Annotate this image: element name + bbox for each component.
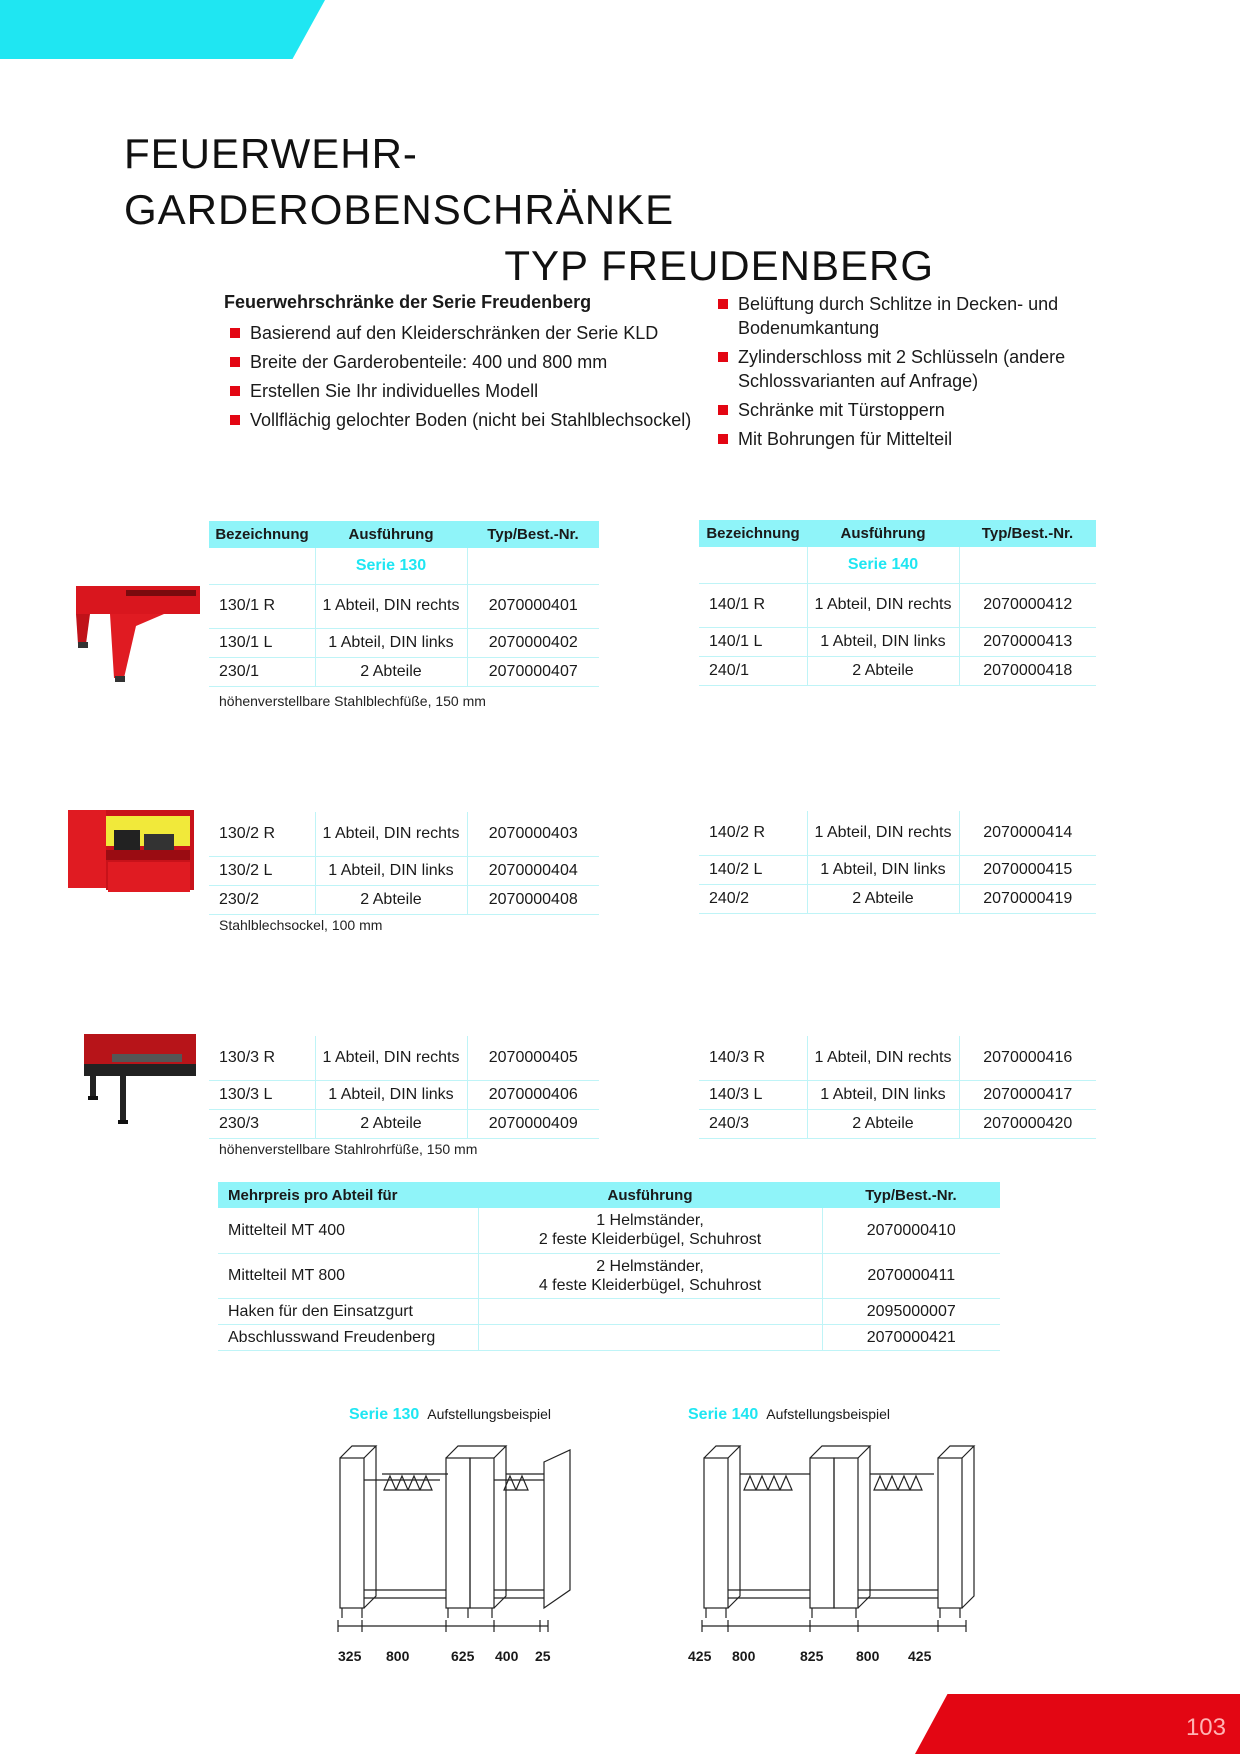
table-row — [699, 583, 1096, 627]
col-header-name: Bezeichnung — [699, 520, 807, 547]
col-header-name: Bezeichnung — [209, 521, 315, 548]
dim-value: 800 — [856, 1648, 880, 1664]
cell-name: 140/3 L — [699, 1080, 807, 1109]
cell-variant: 1 Abteil, DIN links — [807, 627, 959, 656]
intro-right — [712, 292, 1112, 456]
bullet: Mit Bohrungen für Mittelteil — [712, 427, 1112, 451]
cell-variant: 2 Abteile — [315, 885, 467, 914]
bullet: Breite der Garderobenteile: 400 und 800 mm — [224, 350, 694, 374]
intro-left — [224, 292, 694, 437]
bullet: Basierend auf den Kleiderschränken der Serie KLD — [224, 321, 694, 345]
corner-decoration-top — [0, 0, 325, 59]
cell-code: 2070000408 — [467, 885, 599, 914]
dim-value: 400 — [495, 1648, 519, 1664]
col-header-code: Typ/Best.-Nr. — [467, 521, 599, 548]
bullet: Schränke mit Türstoppern — [712, 398, 1112, 422]
serie130-table-3 — [209, 1036, 599, 1139]
cell-name: 130/3 R — [209, 1036, 315, 1080]
cell-name: 230/3 — [209, 1109, 315, 1138]
table-row — [209, 885, 599, 914]
table-row — [209, 584, 599, 628]
cell-variant: 2 Abteile — [807, 884, 959, 913]
cell-item: Abschlusswand Freudenberg — [218, 1324, 478, 1350]
example-label-130 — [349, 1406, 551, 1424]
cell-name: 130/3 L — [209, 1080, 315, 1109]
table-row — [699, 811, 1096, 855]
dim-value: 25 — [535, 1648, 551, 1664]
col-header-code: Typ/Best.-Nr. — [959, 520, 1096, 547]
table-row — [218, 1324, 1000, 1350]
table-row — [699, 884, 1096, 913]
table-row — [699, 855, 1096, 884]
table-row — [209, 1109, 599, 1138]
page-title — [124, 126, 934, 294]
cell-variant: 2 Abteile — [315, 657, 467, 686]
title-line-1: FEUERWEHR-GARDEROBENSCHRÄNKE — [124, 130, 675, 233]
cell-code: 2070000405 — [467, 1036, 599, 1080]
table-row — [218, 1298, 1000, 1324]
serie130-table-1 — [209, 521, 599, 687]
example-serie: Serie 140 — [688, 1406, 759, 1423]
cell-code: 2070000413 — [959, 627, 1096, 656]
table-row — [699, 1036, 1096, 1080]
intro-bullets-right — [712, 292, 1112, 451]
serie140-table-1 — [699, 520, 1096, 686]
cell-variant: 1 Abteil, DIN rechts — [315, 812, 467, 856]
note-tube-feet: höhenverstellbare Stahlrohrfüße, 150 mm — [219, 1141, 478, 1157]
table-row — [699, 1109, 1096, 1138]
cell-code: 2070000421 — [822, 1324, 1000, 1350]
cell-variant: 1 Abteil, DIN rechts — [807, 583, 959, 627]
serie-label: Serie 140 — [807, 547, 959, 583]
cell-variant: 1 Abteil, DIN links — [807, 855, 959, 884]
dim-value: 325 — [338, 1648, 362, 1664]
cell-variant: 1 Abteil, DIN links — [315, 628, 467, 657]
layout-drawing-130 — [330, 1440, 580, 1650]
table-row — [218, 1253, 1000, 1298]
cell-variant: 1 Abteil, DIN rechts — [315, 1036, 467, 1080]
table-row — [209, 657, 599, 686]
cell-code: 2070000418 — [959, 656, 1096, 685]
cell-code: 2070000406 — [467, 1080, 599, 1109]
dim-value: 425 — [688, 1648, 712, 1664]
serie140-table-3 — [699, 1036, 1096, 1139]
dim-value: 625 — [451, 1648, 475, 1664]
table-row — [218, 1208, 1000, 1253]
cell-code: 2070000410 — [822, 1208, 1000, 1253]
intro-heading: Feuerwehrschränke der Serie Freudenberg — [224, 292, 592, 312]
cell-variant: 1 Abteil, DIN links — [315, 856, 467, 885]
cell-name: 140/1 R — [699, 583, 807, 627]
cell-variant: 1 Abteil, DIN links — [315, 1080, 467, 1109]
title-line-2: TYP FREUDENBERG — [504, 242, 934, 289]
cell-name: 140/1 L — [699, 627, 807, 656]
cell-code: 2070000412 — [959, 583, 1096, 627]
cell-name: 130/1 L — [209, 628, 315, 657]
table-row — [699, 1080, 1096, 1109]
cell-code: 2070000414 — [959, 811, 1096, 855]
dim-value: 800 — [732, 1648, 756, 1664]
cell-name: 240/2 — [699, 884, 807, 913]
cell-name: 130/1 R — [209, 584, 315, 628]
extras-header-code: Typ/Best.-Nr. — [822, 1182, 1000, 1208]
cell-variant: 2 Helmständer, 4 feste Kleiderbügel, Schuhrost — [478, 1253, 822, 1298]
cell-variant: 2 Abteile — [807, 1109, 959, 1138]
dim-value: 825 — [800, 1648, 824, 1664]
bullet: Belüftung durch Schlitze in Decken- und Bodenumkantung — [712, 292, 1112, 340]
cell-name: 130/2 R — [209, 812, 315, 856]
cell-variant: 1 Abteil, DIN rechts — [807, 811, 959, 855]
layout-drawing-140 — [694, 1440, 994, 1650]
col-header-variant: Ausführung — [807, 520, 959, 547]
table-row — [209, 812, 599, 856]
cell-variant: 1 Abteil, DIN rechts — [315, 584, 467, 628]
example-serie: Serie 130 — [349, 1406, 420, 1423]
cell-name: 140/2 R — [699, 811, 807, 855]
example-label-140 — [688, 1406, 890, 1424]
cabinet-base-photo — [68, 810, 196, 896]
cell-code: 2070000411 — [822, 1253, 1000, 1298]
extras-header-variant: Ausführung — [478, 1182, 822, 1208]
cell-name: 240/1 — [699, 656, 807, 685]
cell-name: 140/3 R — [699, 1036, 807, 1080]
table-row — [209, 856, 599, 885]
cell-variant: 2 Abteile — [315, 1109, 467, 1138]
cell-item: Mittelteil MT 400 — [218, 1208, 478, 1253]
cell-code: 2070000409 — [467, 1109, 599, 1138]
cell-code: 2070000415 — [959, 855, 1096, 884]
cell-name: 230/2 — [209, 885, 315, 914]
bullet: Erstellen Sie Ihr individuelles Modell — [224, 379, 694, 403]
bullet: Vollflächig gelochter Boden (nicht bei Stahlblechsockel) — [224, 408, 694, 432]
extras-header-item: Mehrpreis pro Abteil für — [218, 1182, 478, 1208]
cell-name: 130/2 L — [209, 856, 315, 885]
cabinet-feet-photo — [76, 586, 200, 686]
cell-code: 2070000403 — [467, 812, 599, 856]
cell-item: Haken für den Einsatzgurt — [218, 1298, 478, 1324]
dim-value: 800 — [386, 1648, 410, 1664]
table-row — [699, 656, 1096, 685]
cell-variant: 1 Abteil, DIN links — [807, 1080, 959, 1109]
cell-name: 240/3 — [699, 1109, 807, 1138]
example-caption: Aufstellungsbeispiel — [427, 1406, 552, 1422]
serie-label: Serie 130 — [315, 548, 467, 584]
note-feet: höhenverstellbare Stahlblechfüße, 150 mm — [219, 693, 486, 709]
cell-code: 2095000007 — [822, 1298, 1000, 1324]
cabinet-tube-feet-photo — [84, 1034, 196, 1126]
serie140-table-2 — [699, 811, 1096, 914]
cell-variant: 1 Abteil, DIN rechts — [807, 1036, 959, 1080]
col-header-variant: Ausführung — [315, 521, 467, 548]
example-caption: Aufstellungsbeispiel — [766, 1406, 891, 1422]
cell-code: 2070000401 — [467, 584, 599, 628]
extras-table — [218, 1182, 1000, 1351]
cell-name: 140/2 L — [699, 855, 807, 884]
cell-code: 2070000419 — [959, 884, 1096, 913]
cell-code: 2070000407 — [467, 657, 599, 686]
cell-code: 2070000417 — [959, 1080, 1096, 1109]
table-row — [699, 627, 1096, 656]
dim-value: 425 — [908, 1648, 932, 1664]
cell-item: Mittelteil MT 800 — [218, 1253, 478, 1298]
note-base: Stahlblechsockel, 100 mm — [219, 917, 383, 933]
table-row — [209, 628, 599, 657]
cell-code: 2070000420 — [959, 1109, 1096, 1138]
cell-variant: 2 Abteile — [807, 656, 959, 685]
cell-variant — [478, 1298, 822, 1324]
cell-code: 2070000402 — [467, 628, 599, 657]
cell-variant: 1 Helmständer, 2 feste Kleiderbügel, Schuhrost — [478, 1208, 822, 1253]
table-row — [209, 1036, 599, 1080]
serie130-table-2 — [209, 812, 599, 915]
intro-bullets-left — [224, 321, 694, 432]
table-row — [209, 1080, 599, 1109]
cell-code: 2070000404 — [467, 856, 599, 885]
page-number: 103 — [1185, 1714, 1226, 1741]
bullet: Zylinderschloss mit 2 Schlüsseln (andere Schlossvarianten auf Anfrage) — [712, 345, 1112, 393]
cell-code: 2070000416 — [959, 1036, 1096, 1080]
cell-name: 230/1 — [209, 657, 315, 686]
cell-variant — [478, 1324, 822, 1350]
